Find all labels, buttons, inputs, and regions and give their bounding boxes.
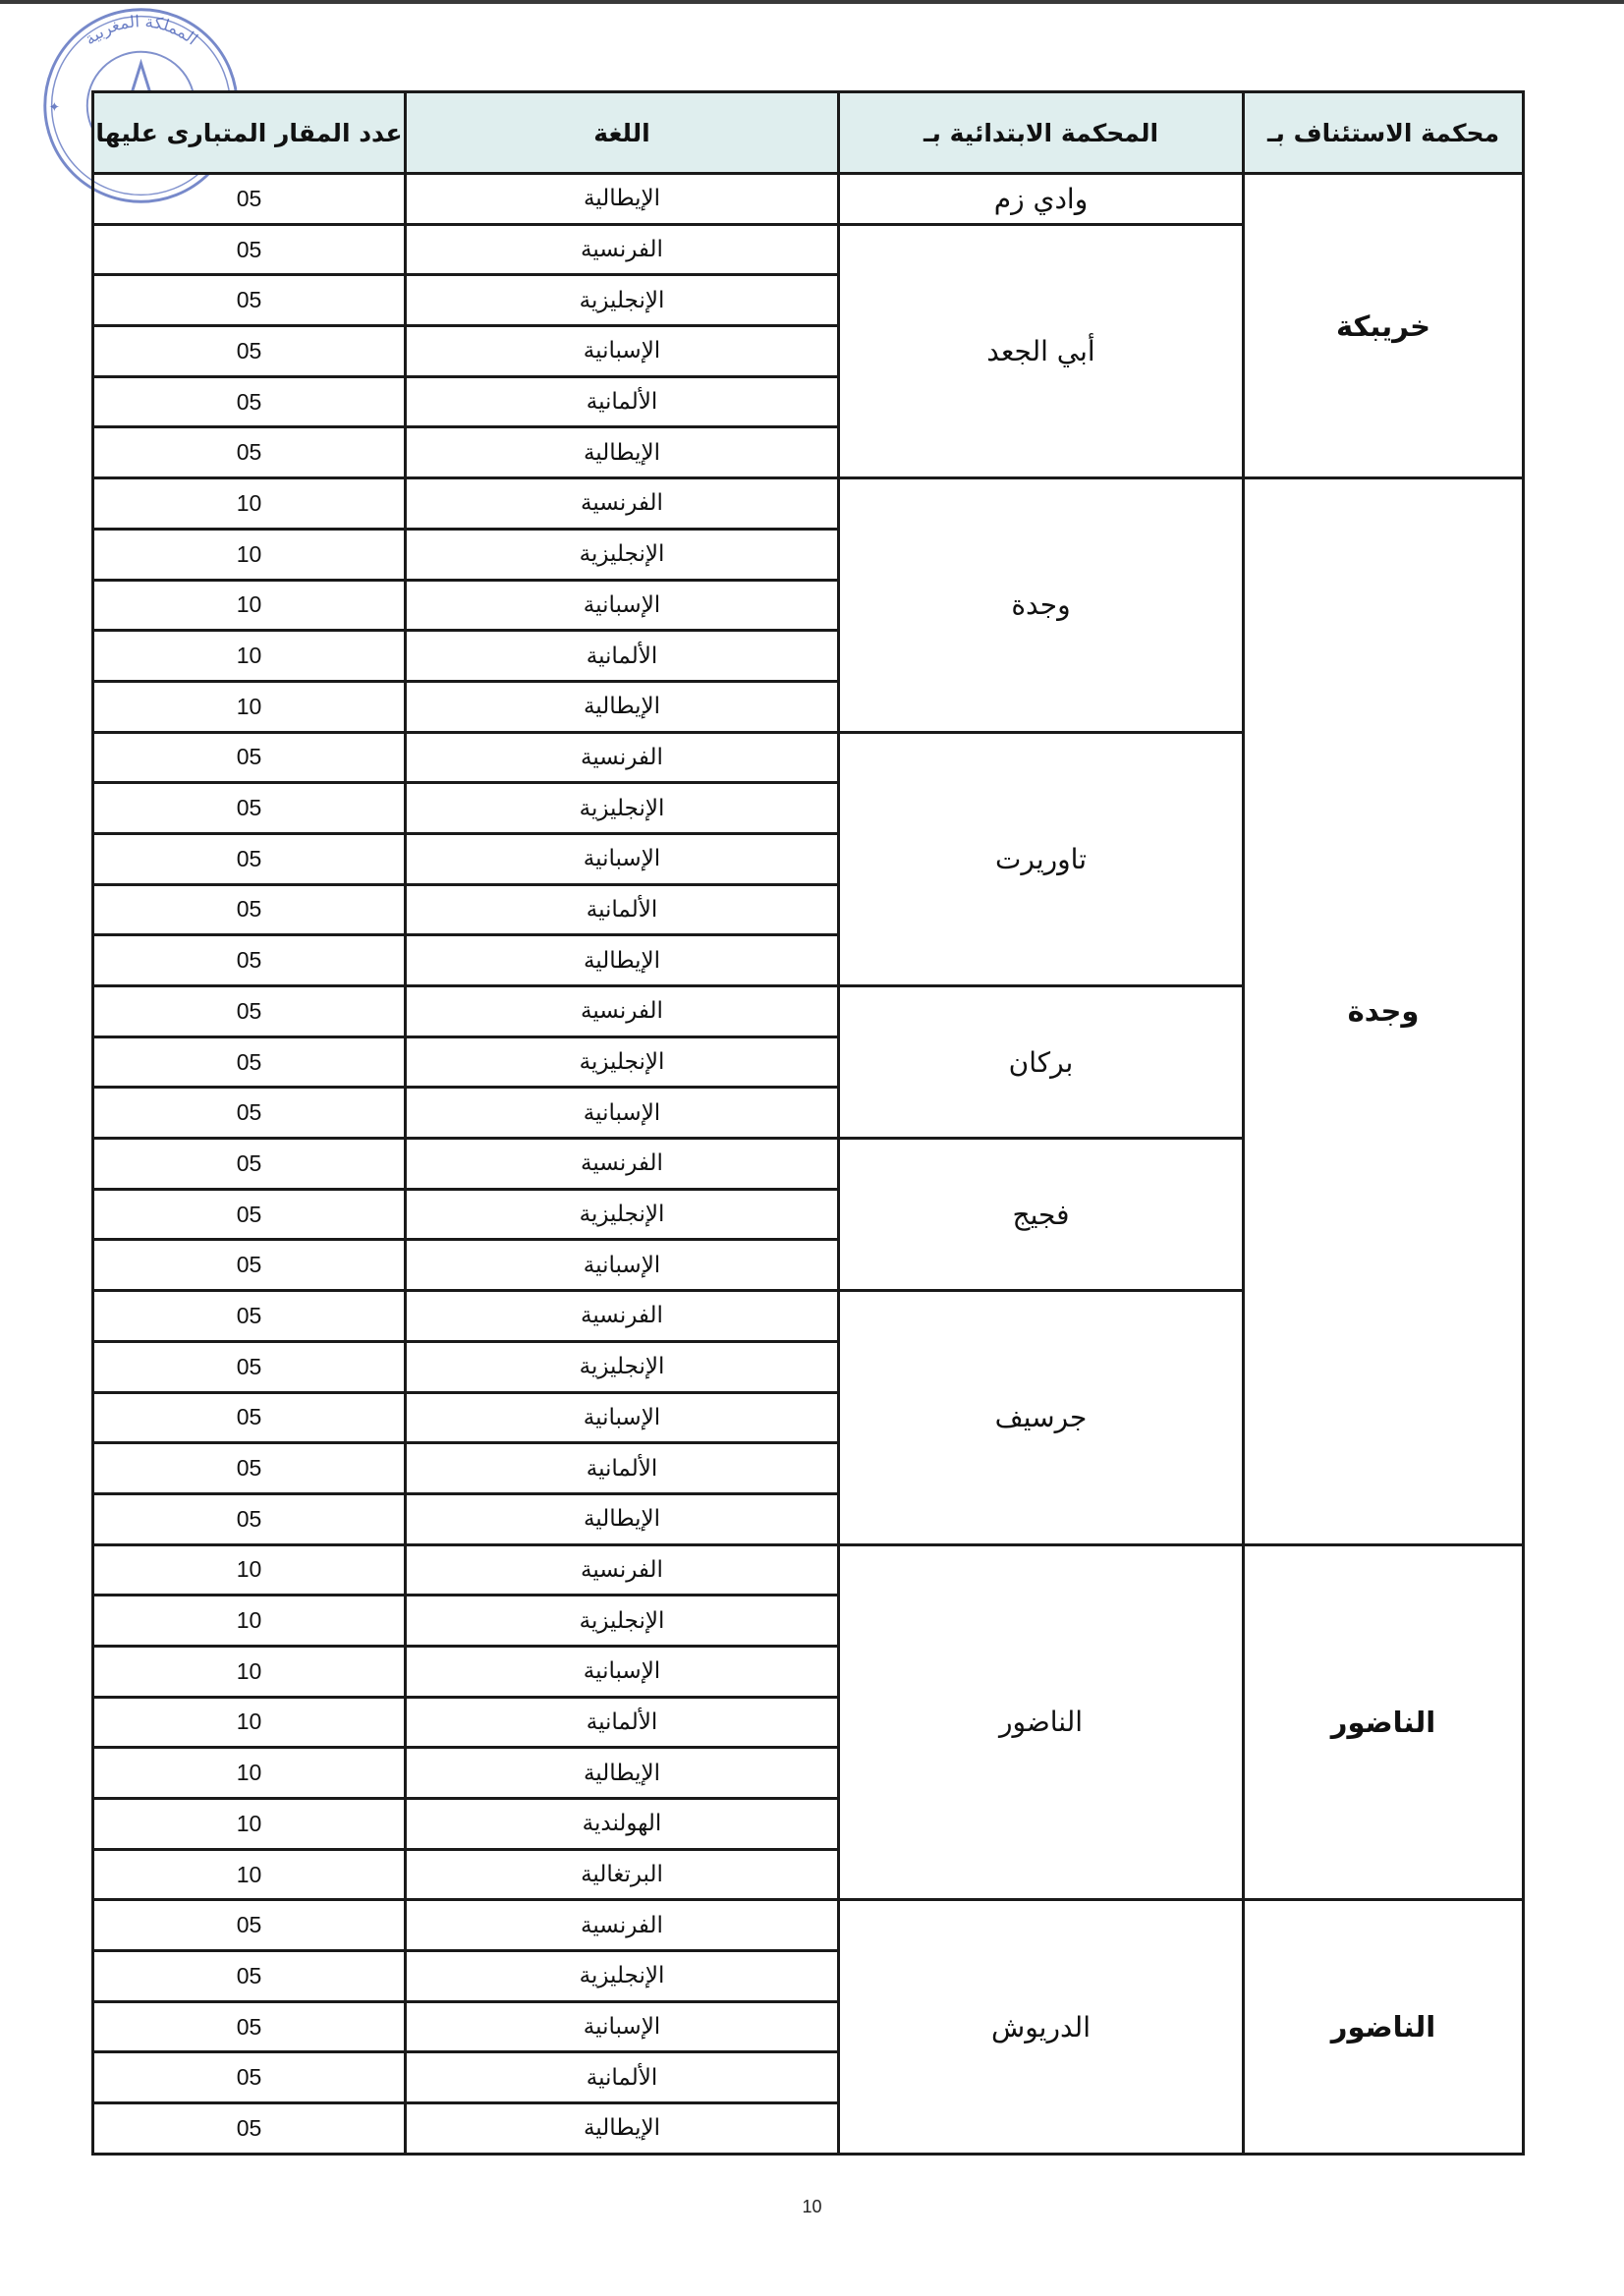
seats-count-cell: 05: [93, 1036, 406, 1088]
seats-count-cell: 05: [93, 986, 406, 1037]
language-cell: الفرنسية: [406, 1544, 839, 1596]
language-cell: الإيطالية: [406, 2103, 839, 2155]
seats-count-cell: 10: [93, 529, 406, 580]
language-cell: الإنجليزية: [406, 783, 839, 834]
language-cell: الألمانية: [406, 2052, 839, 2103]
language-cell: الألمانية: [406, 1697, 839, 1748]
seats-count-cell: 05: [93, 884, 406, 935]
seats-count-cell: 05: [93, 275, 406, 326]
seats-count-cell: 05: [93, 1900, 406, 1951]
seats-count-cell: 05: [93, 224, 406, 275]
stamp-top-text: المملكة المغربية: [81, 12, 201, 49]
seats-count-cell: 05: [93, 326, 406, 377]
seats-count-cell: 10: [93, 478, 406, 530]
seats-count-cell: 05: [93, 1443, 406, 1494]
language-cell: الهولندية: [406, 1799, 839, 1850]
seats-count-cell: 05: [93, 174, 406, 225]
first-instance-court-cell: جرسيف: [839, 1291, 1244, 1544]
seats-count-cell: 10: [93, 580, 406, 631]
language-cell: الإنجليزية: [406, 1951, 839, 2002]
language-cell: الفرنسية: [406, 732, 839, 783]
language-cell: الإيطالية: [406, 935, 839, 986]
seats-count-cell: 05: [93, 1341, 406, 1392]
seats-count-cell: 05: [93, 783, 406, 834]
first-instance-court-cell: بركان: [839, 986, 1244, 1139]
language-cell: الإسبانية: [406, 2001, 839, 2052]
seats-count-cell: 05: [93, 1189, 406, 1240]
first-instance-court-cell: أبي الجعد: [839, 224, 1244, 477]
language-cell: الإنجليزية: [406, 1596, 839, 1647]
seats-count-cell: 05: [93, 935, 406, 986]
language-cell: الإسبانية: [406, 580, 839, 631]
seats-count-cell: 05: [93, 1088, 406, 1139]
table-row: [93, 1544, 1524, 1596]
language-cell: الفرنسية: [406, 1139, 839, 1190]
language-cell: البرتغالية: [406, 1849, 839, 1900]
table-row: [93, 174, 1524, 225]
language-cell: الفرنسية: [406, 1291, 839, 1342]
table-row: [93, 1900, 1524, 1951]
seats-count-cell: 05: [93, 427, 406, 478]
first-instance-court-cell: الدريوش: [839, 1900, 1244, 2154]
language-cell: الفرنسية: [406, 478, 839, 530]
table-row: [93, 478, 1524, 530]
language-cell: الألمانية: [406, 376, 839, 427]
first-instance-court-cell: وادي زم: [839, 174, 1244, 225]
svg-text:✦: ✦: [48, 99, 61, 116]
language-cell: الإسبانية: [406, 1646, 839, 1697]
appeal-court-cell: خريبكة: [1244, 174, 1524, 478]
first-instance-court-cell: الناضور: [839, 1544, 1244, 1900]
first-instance-court-cell: وجدة: [839, 478, 1244, 732]
header-seats-count: عدد المقار المتبارى عليها: [93, 92, 406, 174]
language-cell: الإسبانية: [406, 1088, 839, 1139]
language-cell: الإسبانية: [406, 326, 839, 377]
seats-count-cell: 10: [93, 1596, 406, 1647]
language-cell: الألمانية: [406, 631, 839, 682]
seats-count-cell: 10: [93, 1799, 406, 1850]
language-cell: الإنجليزية: [406, 275, 839, 326]
appeal-court-cell: الناضور: [1244, 1544, 1524, 1900]
language-cell: الفرنسية: [406, 1900, 839, 1951]
seats-count-cell: 05: [93, 732, 406, 783]
header-language: اللغة: [406, 92, 839, 174]
svg-text:المملكة المغربية: [81, 12, 200, 48]
first-instance-court-cell: فجيج: [839, 1139, 1244, 1291]
language-cell: الفرنسية: [406, 986, 839, 1037]
language-cell: الإسبانية: [406, 1392, 839, 1443]
seats-count-cell: 10: [93, 1697, 406, 1748]
table-body: [93, 174, 1524, 2155]
seats-count-cell: 05: [93, 2103, 406, 2155]
seats-count-cell: 05: [93, 376, 406, 427]
seats-count-cell: 10: [93, 681, 406, 732]
appeal-court-cell: الناضور: [1244, 1900, 1524, 2154]
seats-count-cell: 05: [93, 1392, 406, 1443]
seats-count-cell: 05: [93, 1291, 406, 1342]
seats-count-cell: 10: [93, 1748, 406, 1799]
seats-count-cell: 05: [93, 833, 406, 884]
header-appeal-court: محكمة الاستئناف بـ: [1244, 92, 1524, 174]
language-cell: الفرنسية: [406, 224, 839, 275]
language-cell: الألمانية: [406, 1443, 839, 1494]
seats-count-cell: 05: [93, 1951, 406, 2002]
language-cell: الإيطالية: [406, 427, 839, 478]
seats-count-cell: 10: [93, 631, 406, 682]
language-cell: الإنجليزية: [406, 1189, 839, 1240]
courts-languages-table: [91, 90, 1525, 2156]
first-instance-court-cell: تاوريرت: [839, 732, 1244, 985]
seats-count-cell: 10: [93, 1544, 406, 1596]
language-cell: الإيطالية: [406, 174, 839, 225]
language-cell: الإسبانية: [406, 1240, 839, 1291]
seats-count-cell: 05: [93, 2001, 406, 2052]
appeal-court-cell: وجدة: [1244, 478, 1524, 1544]
language-cell: الإسبانية: [406, 833, 839, 884]
language-cell: الألمانية: [406, 884, 839, 935]
language-cell: الإيطالية: [406, 1493, 839, 1544]
page-number: 10: [802, 2197, 822, 2216]
seats-count-cell: 10: [93, 1849, 406, 1900]
seats-count-cell: 10: [93, 1646, 406, 1697]
seats-count-cell: 05: [93, 1240, 406, 1291]
header-first-instance-court: المحكمة الابتدائية بـ: [839, 92, 1244, 174]
language-cell: الإنجليزية: [406, 529, 839, 580]
language-cell: الإيطالية: [406, 681, 839, 732]
seats-count-cell: 05: [93, 1493, 406, 1544]
seats-count-cell: 05: [93, 1139, 406, 1190]
table-header-row: [93, 92, 1524, 174]
language-cell: الإيطالية: [406, 1748, 839, 1799]
language-cell: الإنجليزية: [406, 1341, 839, 1392]
seats-count-cell: 05: [93, 2052, 406, 2103]
language-cell: الإنجليزية: [406, 1036, 839, 1088]
